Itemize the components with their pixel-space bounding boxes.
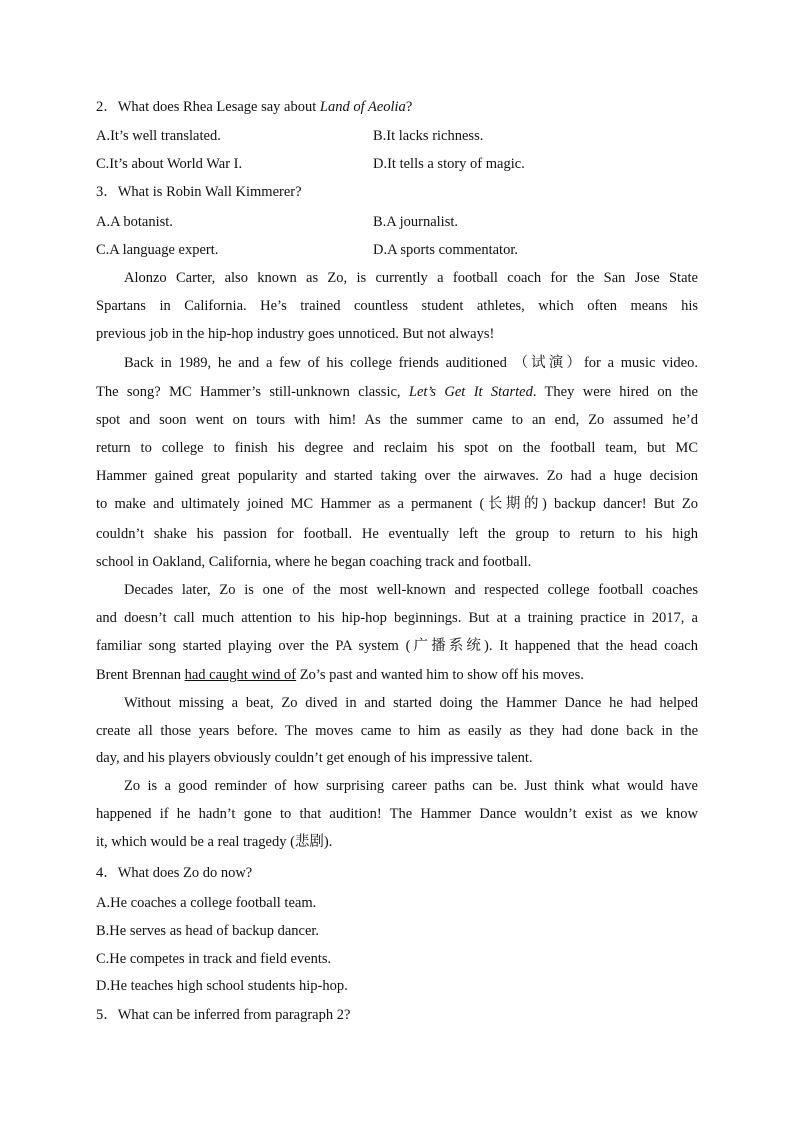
question-2-stem-end: ? [405, 99, 413, 115]
question-2-stem-text: 2．What does Rhea Lesage say about [96, 99, 320, 115]
question-2-option-c: C.It’s about World War I. [96, 156, 243, 172]
paragraph-3-line-4-text: Brent Brennan [96, 667, 185, 683]
paragraph-1-line-1: Alonzo Carter, also known as Zo, is currently a football coach for the San Jose State [124, 270, 698, 286]
question-4-option-b: B.He serves as head of backup dancer. [96, 923, 320, 939]
question-5-stem: 5．What can be inferred from paragraph 2? [96, 1007, 351, 1023]
paragraph-2-line-4: return to college to finish his degree and reclaim his spot on the football team, but MC [96, 440, 698, 456]
question-3-stem: 3．What is Robin Wall Kimmerer? [96, 184, 302, 200]
paragraph-4-line-2: create all those years before. The moves came to him as easily as they had done back in the [96, 723, 698, 739]
paragraph-2-line-2 [96, 382, 698, 402]
paragraph-2-line-7: couldn’t shake his passion for football. He eventually left the group to return to his high [96, 526, 698, 542]
question-4-stem: 4．What does Zo do now? [96, 865, 253, 881]
paragraph-4-line-1: Without missing a beat, Zo dived in and started doing the Hammer Dance he had helped [124, 695, 698, 711]
paragraph-3-line-4 [96, 665, 698, 685]
paragraph-2-line-2-text: The song? MC Hammer’s still-unknown classic, [96, 384, 409, 400]
question-4-option-a: A.He coaches a college football team. [96, 895, 317, 911]
paragraph-5-line-2: happened if he hadn’t gone to that audition! The Hammer Dance wouldn’t exist as we know [96, 806, 698, 822]
paragraph-2-line-1: Back in 1989, he and a few of his college friends auditioned （试演）for a music video. [124, 355, 698, 371]
paragraph-3-line-3: familiar song started playing over the PA system (广播系统). It happened that the head coach [96, 638, 698, 654]
song-title: Let’s Get It Started [408, 384, 533, 400]
paragraph-2-line-3: spot and soon went on tours with him! As the summer came to an end, Zo assumed he’d [96, 412, 698, 428]
paragraph-5-line-3: it, which would be a real tragedy (悲剧). [96, 834, 333, 850]
paragraph-5-line-1: Zo is a good reminder of how surprising career paths can be. Just think what would have [124, 778, 698, 794]
question-3-option-a: A.A botanist. [96, 214, 173, 230]
question-3-option-c: C.A language expert. [96, 242, 219, 258]
question-2-book-title: Land of Aeolia [319, 99, 406, 115]
paragraph-4-line-3: day, and his players obviously couldn’t get enough of his impressive talent. [96, 750, 533, 766]
paragraph-2-line-2-end: . They were hired on the [532, 384, 698, 400]
question-2-option-a: A.It’s well translated. [96, 128, 221, 144]
question-4-option-c: C.He competes in track and field events. [96, 951, 332, 967]
paragraph-2-line-8: school in Oakland, California, where he began coaching track and football. [96, 554, 532, 570]
paragraph-1-line-3: previous job in the hip-hop industry goes unnoticed. But not always! [96, 326, 495, 342]
question-2-option-b: B.It lacks richness. [373, 128, 484, 144]
paragraph-1-line-2: Spartans in California. He’s trained countless student athletes, which often means his [96, 298, 698, 314]
question-2-stem [96, 97, 698, 117]
paragraph-3-line-1: Decades later, Zo is one of the most well-known and respected college football coaches [124, 582, 698, 598]
paragraph-3-line-4-end: Zo’s past and wanted him to show off his moves. [296, 667, 584, 683]
paragraph-3-line-2: and doesn’t call much attention to his hip-hop beginnings. But at a training practice in 2017, a [96, 610, 698, 626]
paragraph-2-line-6: to make and ultimately joined MC Hammer as a permanent (长期的) backup dancer! But Zo [96, 496, 698, 512]
question-3-option-d: D.A sports commentator. [373, 242, 518, 258]
paragraph-2-line-5: Hammer gained great popularity and started taking over the airwaves. Zo had a huge decision [96, 468, 698, 484]
question-3-option-b: B.A journalist. [373, 214, 458, 230]
question-4-option-d: D.He teaches high school students hip-hop. [96, 978, 348, 994]
underlined-phrase: had caught wind of [184, 667, 297, 683]
question-2-option-d: D.It tells a story of magic. [373, 156, 525, 172]
